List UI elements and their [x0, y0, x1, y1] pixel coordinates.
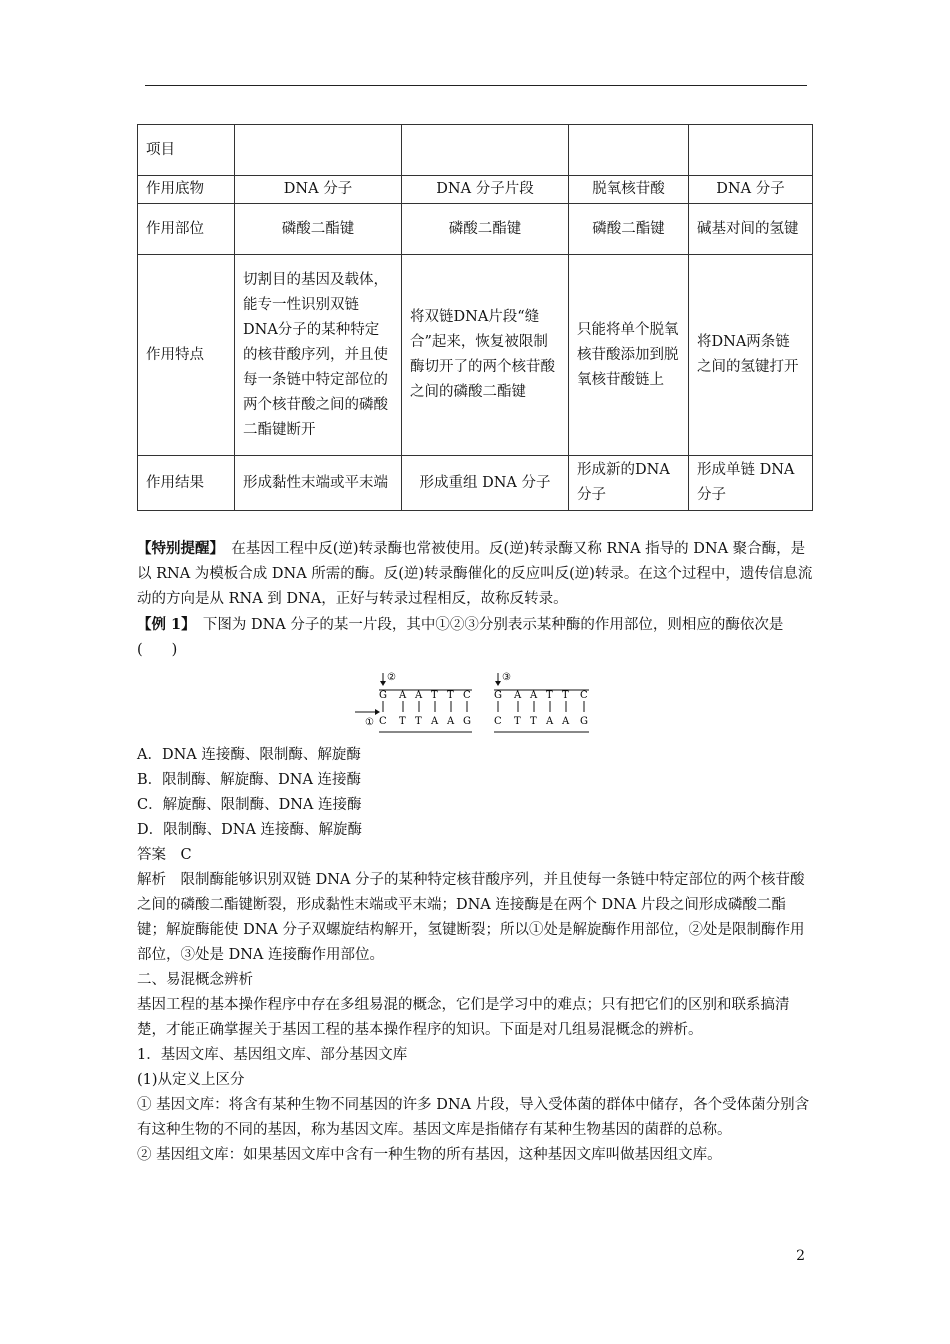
table-cell [235, 125, 402, 176]
base-label: A [399, 690, 407, 701]
table-header-label: 项目 [138, 125, 235, 176]
base-label: A [447, 716, 455, 727]
row-label: 作用底物 [138, 176, 235, 204]
base-label: G [580, 716, 588, 727]
definition-item-2: ② 基因组文库：如果基因文库中含有一种生物的所有基因，这种基因文库叫做基因组文库。 [137, 1147, 722, 1163]
arrow-3-head-icon [495, 681, 501, 686]
table-cell [569, 125, 689, 176]
table-cell: 将DNA两条链之间的氢键打开 [689, 255, 813, 456]
analysis: 解析 限制酶能够识别双链 DNA 分子的某种特定核苷酸序列，并且使每一条链中特定部位的两个核苷酸之间的磷酸二酯键断裂，形成黏性末端或平末端；DNA 连接酶是在两个 DNA 片段之间形成磷酸二酯键；解旋酶能使 DNA 分子双螺旋结构解开，氢键断裂；所以①处是解旋酶作用部位，②处是限制酶作用部位，③处是 DNA 连接酶作用部位。 [137, 872, 805, 963]
subsection-title: 1．基因文库、基因组文库、部分基因文库 [137, 1047, 408, 1063]
base-label: C [494, 716, 502, 727]
table-cell: 形成单链 DNA 分子 [689, 456, 813, 511]
row-label: 作用结果 [138, 456, 235, 511]
special-note [137, 536, 813, 663]
base-label: T [514, 716, 521, 727]
base-label: T [415, 716, 422, 727]
mark-3: ③ [502, 672, 511, 683]
base-label: G [494, 690, 502, 701]
base-label: T [447, 690, 454, 701]
dna-fragment-figure [355, 668, 595, 738]
base-label: G [463, 716, 471, 727]
table-cell: 脱氧核苷酸 [569, 176, 689, 204]
table-cell: DNA 分子 [689, 176, 813, 204]
mark-2: ② [387, 672, 396, 683]
table-cell: 将双链DNA片段“缝合”起来，恢复被限制酶切开了的两个核苷酸之间的磷酸二酯键 [402, 255, 569, 456]
base-label: C [580, 690, 588, 701]
table-cell: 形成黏性末端或平末端 [235, 456, 402, 511]
table-cell: 磷酸二酯键 [569, 204, 689, 255]
section-intro: 基因工程的基本操作程序中存在多组易混的概念，它们是学习中的难点；只有把它们的区别和联系搞清楚，才能正确掌握关于基因工程的基本操作程序的知识。下面是对几组易混概念的辨析。 [137, 997, 790, 1038]
table-cell: DNA 分子 [235, 176, 402, 204]
table-row [138, 255, 813, 456]
table-row [138, 176, 813, 204]
table-row [138, 204, 813, 255]
base-label: G [379, 690, 387, 701]
enzyme-comparison-table [137, 124, 813, 511]
arrow-1-head-icon [375, 709, 380, 715]
base-label: C [379, 716, 387, 727]
hydrogen-bonds [498, 701, 584, 712]
base-label: T [399, 716, 406, 727]
row-label: 作用特点 [138, 255, 235, 456]
table-cell [402, 125, 569, 176]
note-text: 在基因工程中反(逆)转录酶也常被使用。反(逆)转录酶又称 RNA 指导的 DNA 聚合酶，是以 RNA 为模板合成 DNA 所需的酶。反(逆)转录酶催化的反应叫反(逆)转录。在这个过程中，遗传信息流动的方向是从 RNA 到 DNA，正好与转录过程相反，故称反转录。 [137, 541, 813, 607]
table-cell: 碱基对间的氢键 [689, 204, 813, 255]
hydrogen-bonds [383, 701, 467, 712]
arrow-2-head-icon [380, 681, 386, 686]
table-cell: 只能将单个脱氧核苷酸添加到脱氧核苷酸链上 [569, 255, 689, 456]
definition-item-1: ① 基因文库：将含有某种生物不同基因的许多 DNA 片段，导入受体菌的群体中储存，各个受体菌分别含有这种生物的不同的基因，称为基因文库。基因文库是指储存有某种生物基因的菌群的总称。 [137, 1097, 810, 1138]
base-label: A [431, 716, 439, 727]
table-row [138, 125, 813, 176]
option-c: C．解旋酶、限制酶、DNA 连接酶 [137, 797, 362, 813]
base-label: T [530, 716, 537, 727]
option-b: B．限制酶、解旋酶、DNA 连接酶 [137, 772, 362, 788]
base-label: A [546, 716, 554, 727]
row-label: 作用部位 [138, 204, 235, 255]
example-body [137, 743, 813, 1168]
table-cell: 磷酸二酯键 [402, 204, 569, 255]
note-tag: 【特别提醒】 [137, 540, 217, 557]
option-a: A．DNA 连接酶、限制酶、解旋酶 [137, 747, 361, 763]
page-number: 2 [796, 1248, 805, 1264]
table-cell: 形成重组 DNA 分子 [402, 456, 569, 511]
table-row [138, 456, 813, 511]
subsection-subtitle: (1)从定义上区分 [137, 1072, 245, 1088]
example-question: 下图为 DNA 分子的某一片段，其中①②③分别表示某种酶的作用部位，则相应的酶依次是( ) [137, 617, 784, 658]
table-cell: 磷酸二酯键 [235, 204, 402, 255]
base-label: C [463, 690, 471, 701]
option-d: D．限制酶、DNA 连接酶、解旋酶 [137, 822, 363, 838]
section-title: 二、易混概念辨析 [137, 972, 253, 988]
table-cell [689, 125, 813, 176]
mark-1: ① [365, 717, 374, 728]
base-label: A [562, 716, 570, 727]
base-label: A [514, 690, 522, 701]
table-cell: DNA 分子片段 [402, 176, 569, 204]
answer: 答案 C [137, 847, 192, 863]
base-label: T [431, 690, 438, 701]
example-tag: 【例 1】 [137, 616, 189, 633]
table-cell: 切割目的基因及载体，能专一性识别双链DNA分子的某种特定的核苷酸序列，并且使每一条链中特定部位的两个核苷酸之间的磷酸二酯键断开 [235, 255, 402, 456]
base-label: A [415, 690, 423, 701]
base-label: T [562, 690, 569, 701]
header-rule [145, 85, 807, 86]
base-label: T [546, 690, 553, 701]
base-label: A [530, 690, 538, 701]
table-cell: 形成新的DNA分子 [569, 456, 689, 511]
